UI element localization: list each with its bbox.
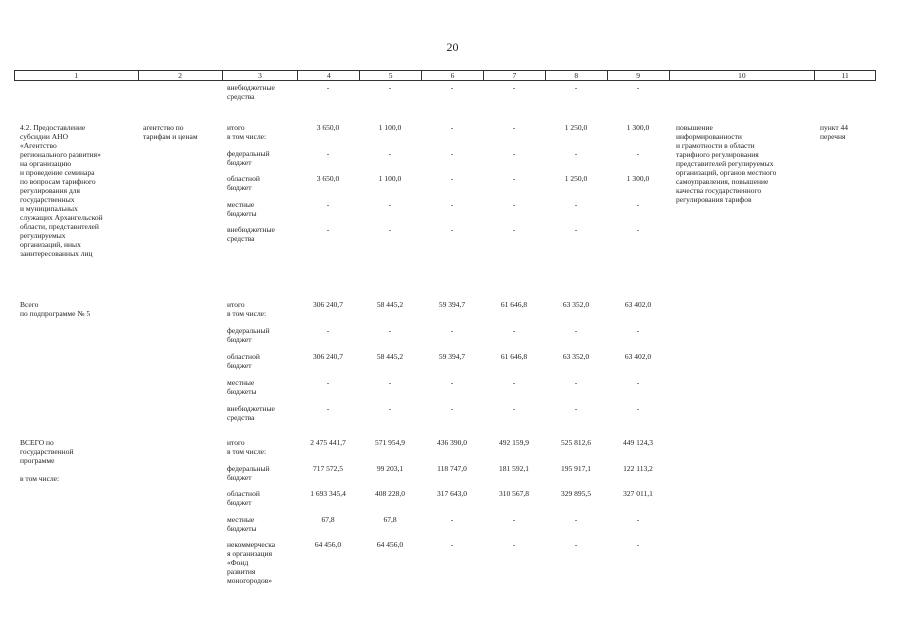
value-cell: - bbox=[326, 148, 330, 158]
value-cell: - bbox=[450, 148, 454, 158]
value-cell: - bbox=[636, 148, 640, 158]
value-cell: - bbox=[574, 148, 578, 158]
value-cell: 717 572,5 bbox=[313, 463, 343, 473]
row-label: средства bbox=[227, 92, 255, 101]
activity-description: государственных bbox=[20, 195, 75, 204]
value-cell: - bbox=[574, 83, 578, 92]
row-label: федеральный bbox=[227, 463, 270, 473]
value-cell: - bbox=[574, 199, 578, 209]
value-cell: 63 402,0 bbox=[624, 300, 652, 309]
executor: агентство по bbox=[143, 123, 184, 132]
expected-result: повышение bbox=[676, 123, 713, 132]
value-cell: 1 250,0 bbox=[564, 123, 588, 132]
value-cell: - bbox=[388, 83, 392, 92]
value-cell: 59 394,7 bbox=[438, 300, 466, 309]
value-cell: 310 567,8 bbox=[499, 489, 529, 498]
value-cell: 99 203,1 bbox=[376, 463, 404, 473]
activity-description: 4.2. Предоставление bbox=[20, 123, 86, 132]
activity-description: служащих Архангельской bbox=[20, 213, 103, 222]
value-cell: - bbox=[512, 199, 516, 209]
row-label: внебюджетные bbox=[227, 225, 275, 234]
value-cell: 181 592,1 bbox=[499, 463, 529, 473]
value-cell: - bbox=[574, 404, 578, 413]
row-label: местные bbox=[227, 378, 255, 387]
activity-description: регулирования для bbox=[20, 186, 80, 195]
value-cell: - bbox=[450, 123, 454, 132]
row-label: в том числе: bbox=[227, 132, 267, 141]
activity-description: регионального развития» bbox=[20, 150, 101, 159]
row-label: бюджет bbox=[227, 361, 252, 370]
activity-description: области, представителей bbox=[20, 222, 99, 231]
value-cell: - bbox=[388, 199, 392, 209]
value-cell: - bbox=[636, 514, 640, 524]
value-cell: - bbox=[512, 326, 516, 335]
value-cell: - bbox=[326, 225, 330, 234]
value-cell: - bbox=[512, 404, 516, 413]
value-cell: 571 954,9 bbox=[375, 438, 405, 447]
row-label: итого bbox=[227, 300, 245, 309]
value-cell: - bbox=[388, 404, 392, 413]
row-label: бюджет bbox=[227, 335, 252, 344]
row-label: средства bbox=[227, 234, 255, 243]
header-col-2: 2 bbox=[139, 71, 223, 80]
value-cell: - bbox=[512, 148, 516, 158]
value-cell: - bbox=[450, 83, 454, 92]
value-cell: 122 113,2 bbox=[623, 463, 653, 473]
value-cell: 3 650,0 bbox=[316, 123, 340, 132]
value-cell: 329 895,5 bbox=[561, 489, 591, 498]
expected-result: представителей регулируемых bbox=[676, 159, 774, 168]
value-cell: - bbox=[574, 540, 578, 549]
value-cell: - bbox=[636, 225, 640, 234]
value-cell: - bbox=[450, 514, 454, 524]
row-label: в том числе: bbox=[227, 447, 267, 456]
subprogram-total-label: по подпрограмме № 5 bbox=[20, 309, 91, 318]
activity-description: организаций, иных bbox=[20, 240, 81, 249]
value-cell: - bbox=[636, 83, 640, 92]
value-cell: - bbox=[450, 174, 454, 183]
page-number: 20 bbox=[446, 40, 459, 54]
value-cell: - bbox=[512, 514, 516, 524]
row-label: «Фонд bbox=[227, 558, 249, 567]
value-cell: 67,8 bbox=[383, 514, 397, 524]
value-cell: 306 240,7 bbox=[313, 352, 343, 361]
reference: пункт 44 bbox=[820, 123, 848, 132]
value-cell: - bbox=[512, 378, 516, 387]
value-cell: - bbox=[450, 326, 454, 335]
value-cell: - bbox=[450, 378, 454, 387]
value-cell: 118 747,0 bbox=[437, 463, 467, 473]
value-cell: - bbox=[636, 540, 640, 549]
value-cell: 492 159,9 bbox=[499, 438, 529, 447]
value-cell: 449 124,3 bbox=[623, 438, 653, 447]
row-label: бюджет bbox=[227, 498, 252, 507]
value-cell: - bbox=[574, 378, 578, 387]
value-cell: 61 646,8 bbox=[500, 300, 528, 309]
row-label: некоммерческа bbox=[227, 540, 276, 549]
activity-description: «Агентство bbox=[20, 141, 57, 150]
value-cell: - bbox=[636, 199, 640, 209]
activity-description: на организацию bbox=[20, 159, 72, 168]
value-cell: - bbox=[326, 404, 330, 413]
header-col-5: 5 bbox=[360, 71, 422, 80]
row-label: бюджеты bbox=[227, 387, 257, 396]
value-cell: 317 643,0 bbox=[437, 489, 467, 498]
header-col-7: 7 bbox=[484, 71, 546, 80]
row-label: бюджет bbox=[227, 472, 252, 482]
value-cell: - bbox=[388, 378, 392, 387]
value-cell: 59 394,7 bbox=[438, 352, 466, 361]
value-cell: 1 300,0 bbox=[626, 123, 650, 132]
header-col-9: 9 bbox=[608, 71, 670, 80]
reference: перечня bbox=[820, 132, 846, 141]
value-cell: 64 456,0 bbox=[314, 540, 342, 549]
value-cell: - bbox=[326, 378, 330, 387]
value-cell: 2 475 441,7 bbox=[310, 438, 346, 447]
value-cell: - bbox=[326, 83, 330, 92]
value-cell: - bbox=[512, 83, 516, 92]
row-label: областной bbox=[227, 352, 260, 361]
program-total-label: в том числе: bbox=[20, 474, 60, 483]
row-label: федеральный bbox=[227, 148, 270, 158]
value-cell: - bbox=[512, 225, 516, 234]
row-label: развития bbox=[227, 567, 256, 576]
value-cell: 306 240,7 bbox=[313, 300, 343, 309]
program-total-label: ВСЕГО по bbox=[20, 438, 54, 447]
value-cell: 436 390,0 bbox=[437, 438, 467, 447]
row-label: бюджеты bbox=[227, 208, 257, 218]
expected-result: информированности bbox=[676, 132, 742, 141]
expected-result: самоуправления, повышение bbox=[676, 177, 769, 186]
value-cell: 58 445,2 bbox=[376, 352, 404, 361]
activity-description: заинтересованных лиц bbox=[20, 249, 93, 258]
header-col-8: 8 bbox=[546, 71, 608, 80]
row-label: бюджет bbox=[227, 183, 252, 192]
expected-result: качества государственного bbox=[676, 186, 762, 195]
value-cell: 1 100,0 bbox=[378, 123, 402, 132]
row-label: областной bbox=[227, 174, 260, 183]
table-header bbox=[14, 70, 876, 81]
value-cell: - bbox=[326, 199, 330, 209]
row-label: бюджет bbox=[227, 157, 252, 167]
value-cell: 67,8 bbox=[321, 514, 335, 524]
value-cell: - bbox=[574, 514, 578, 524]
value-cell: - bbox=[388, 326, 392, 335]
value-cell: 327 011,1 bbox=[623, 489, 653, 498]
row-label: бюджеты bbox=[227, 523, 257, 533]
header-col-1: 1 bbox=[15, 71, 139, 80]
row-label: я организация bbox=[227, 549, 273, 558]
expected-result: и грамотности в области bbox=[676, 141, 755, 150]
value-cell: 195 917,1 bbox=[561, 463, 591, 473]
value-cell: - bbox=[450, 540, 454, 549]
value-cell: 1 300,0 bbox=[626, 174, 650, 183]
value-cell: - bbox=[388, 148, 392, 158]
value-cell: 1 693 345,4 bbox=[310, 489, 346, 498]
value-cell: - bbox=[512, 123, 516, 132]
row-label: средства bbox=[227, 413, 255, 422]
value-cell: 64 456,0 bbox=[376, 540, 404, 549]
value-cell: - bbox=[326, 326, 330, 335]
activity-description: субсидии АНО bbox=[20, 132, 69, 141]
value-cell: - bbox=[450, 199, 454, 209]
subprogram-total-label: Всего bbox=[20, 300, 39, 309]
row-label: в том числе: bbox=[227, 309, 267, 318]
activity-description: и проведение семинара bbox=[20, 168, 95, 177]
value-cell: 63 352,0 bbox=[562, 300, 590, 309]
value-cell: - bbox=[636, 404, 640, 413]
row-label: федеральный bbox=[227, 326, 270, 335]
activity-description: и муниципальных bbox=[20, 204, 78, 213]
value-cell: - bbox=[574, 326, 578, 335]
value-cell: - bbox=[636, 378, 640, 387]
row-label: итого bbox=[227, 438, 245, 447]
activity-description: регулируемых bbox=[20, 231, 66, 240]
header-col-11: 11 bbox=[841, 71, 849, 80]
row-label: внебюджетные bbox=[227, 83, 275, 92]
row-label: местные bbox=[227, 514, 255, 524]
activity-description: по вопросам тарифного bbox=[20, 177, 96, 186]
value-cell: - bbox=[450, 404, 454, 413]
value-cell: 525 812,6 bbox=[561, 438, 591, 447]
row-label: внебюджетные bbox=[227, 404, 275, 413]
header-col-6: 6 bbox=[422, 71, 484, 80]
value-cell: - bbox=[512, 174, 516, 183]
value-cell: 3 650,0 bbox=[316, 174, 340, 183]
header-col-3: 3 bbox=[223, 71, 299, 80]
value-cell: 61 646,8 bbox=[500, 352, 528, 361]
value-cell: - bbox=[388, 225, 392, 234]
value-cell: - bbox=[512, 540, 516, 549]
row-label: местные bbox=[227, 199, 255, 209]
expected-result: регулирования тарифов bbox=[676, 195, 752, 204]
value-cell: 58 445,2 bbox=[376, 300, 404, 309]
expected-result: организаций, органов местного bbox=[676, 168, 777, 177]
program-total-label: государственной bbox=[20, 447, 74, 456]
program-total-label: программе bbox=[20, 456, 55, 465]
expected-result: тарифного регулирования bbox=[676, 150, 759, 159]
value-cell: - bbox=[574, 225, 578, 234]
row-label: областной bbox=[227, 489, 260, 498]
header-col-10: 10 bbox=[670, 71, 816, 80]
executor: тарифам и ценам bbox=[143, 132, 198, 141]
value-cell: - bbox=[636, 326, 640, 335]
value-cell: 1 250,0 bbox=[564, 174, 588, 183]
row-label: моногородов» bbox=[227, 576, 273, 585]
row-label: итого bbox=[227, 123, 245, 132]
header-col-4: 4 bbox=[298, 71, 360, 80]
value-cell: 63 402,0 bbox=[624, 352, 652, 361]
value-cell: 408 228,0 bbox=[375, 489, 405, 498]
value-cell: 1 100,0 bbox=[378, 174, 402, 183]
value-cell: 63 352,0 bbox=[562, 352, 590, 361]
value-cell: - bbox=[450, 225, 454, 234]
